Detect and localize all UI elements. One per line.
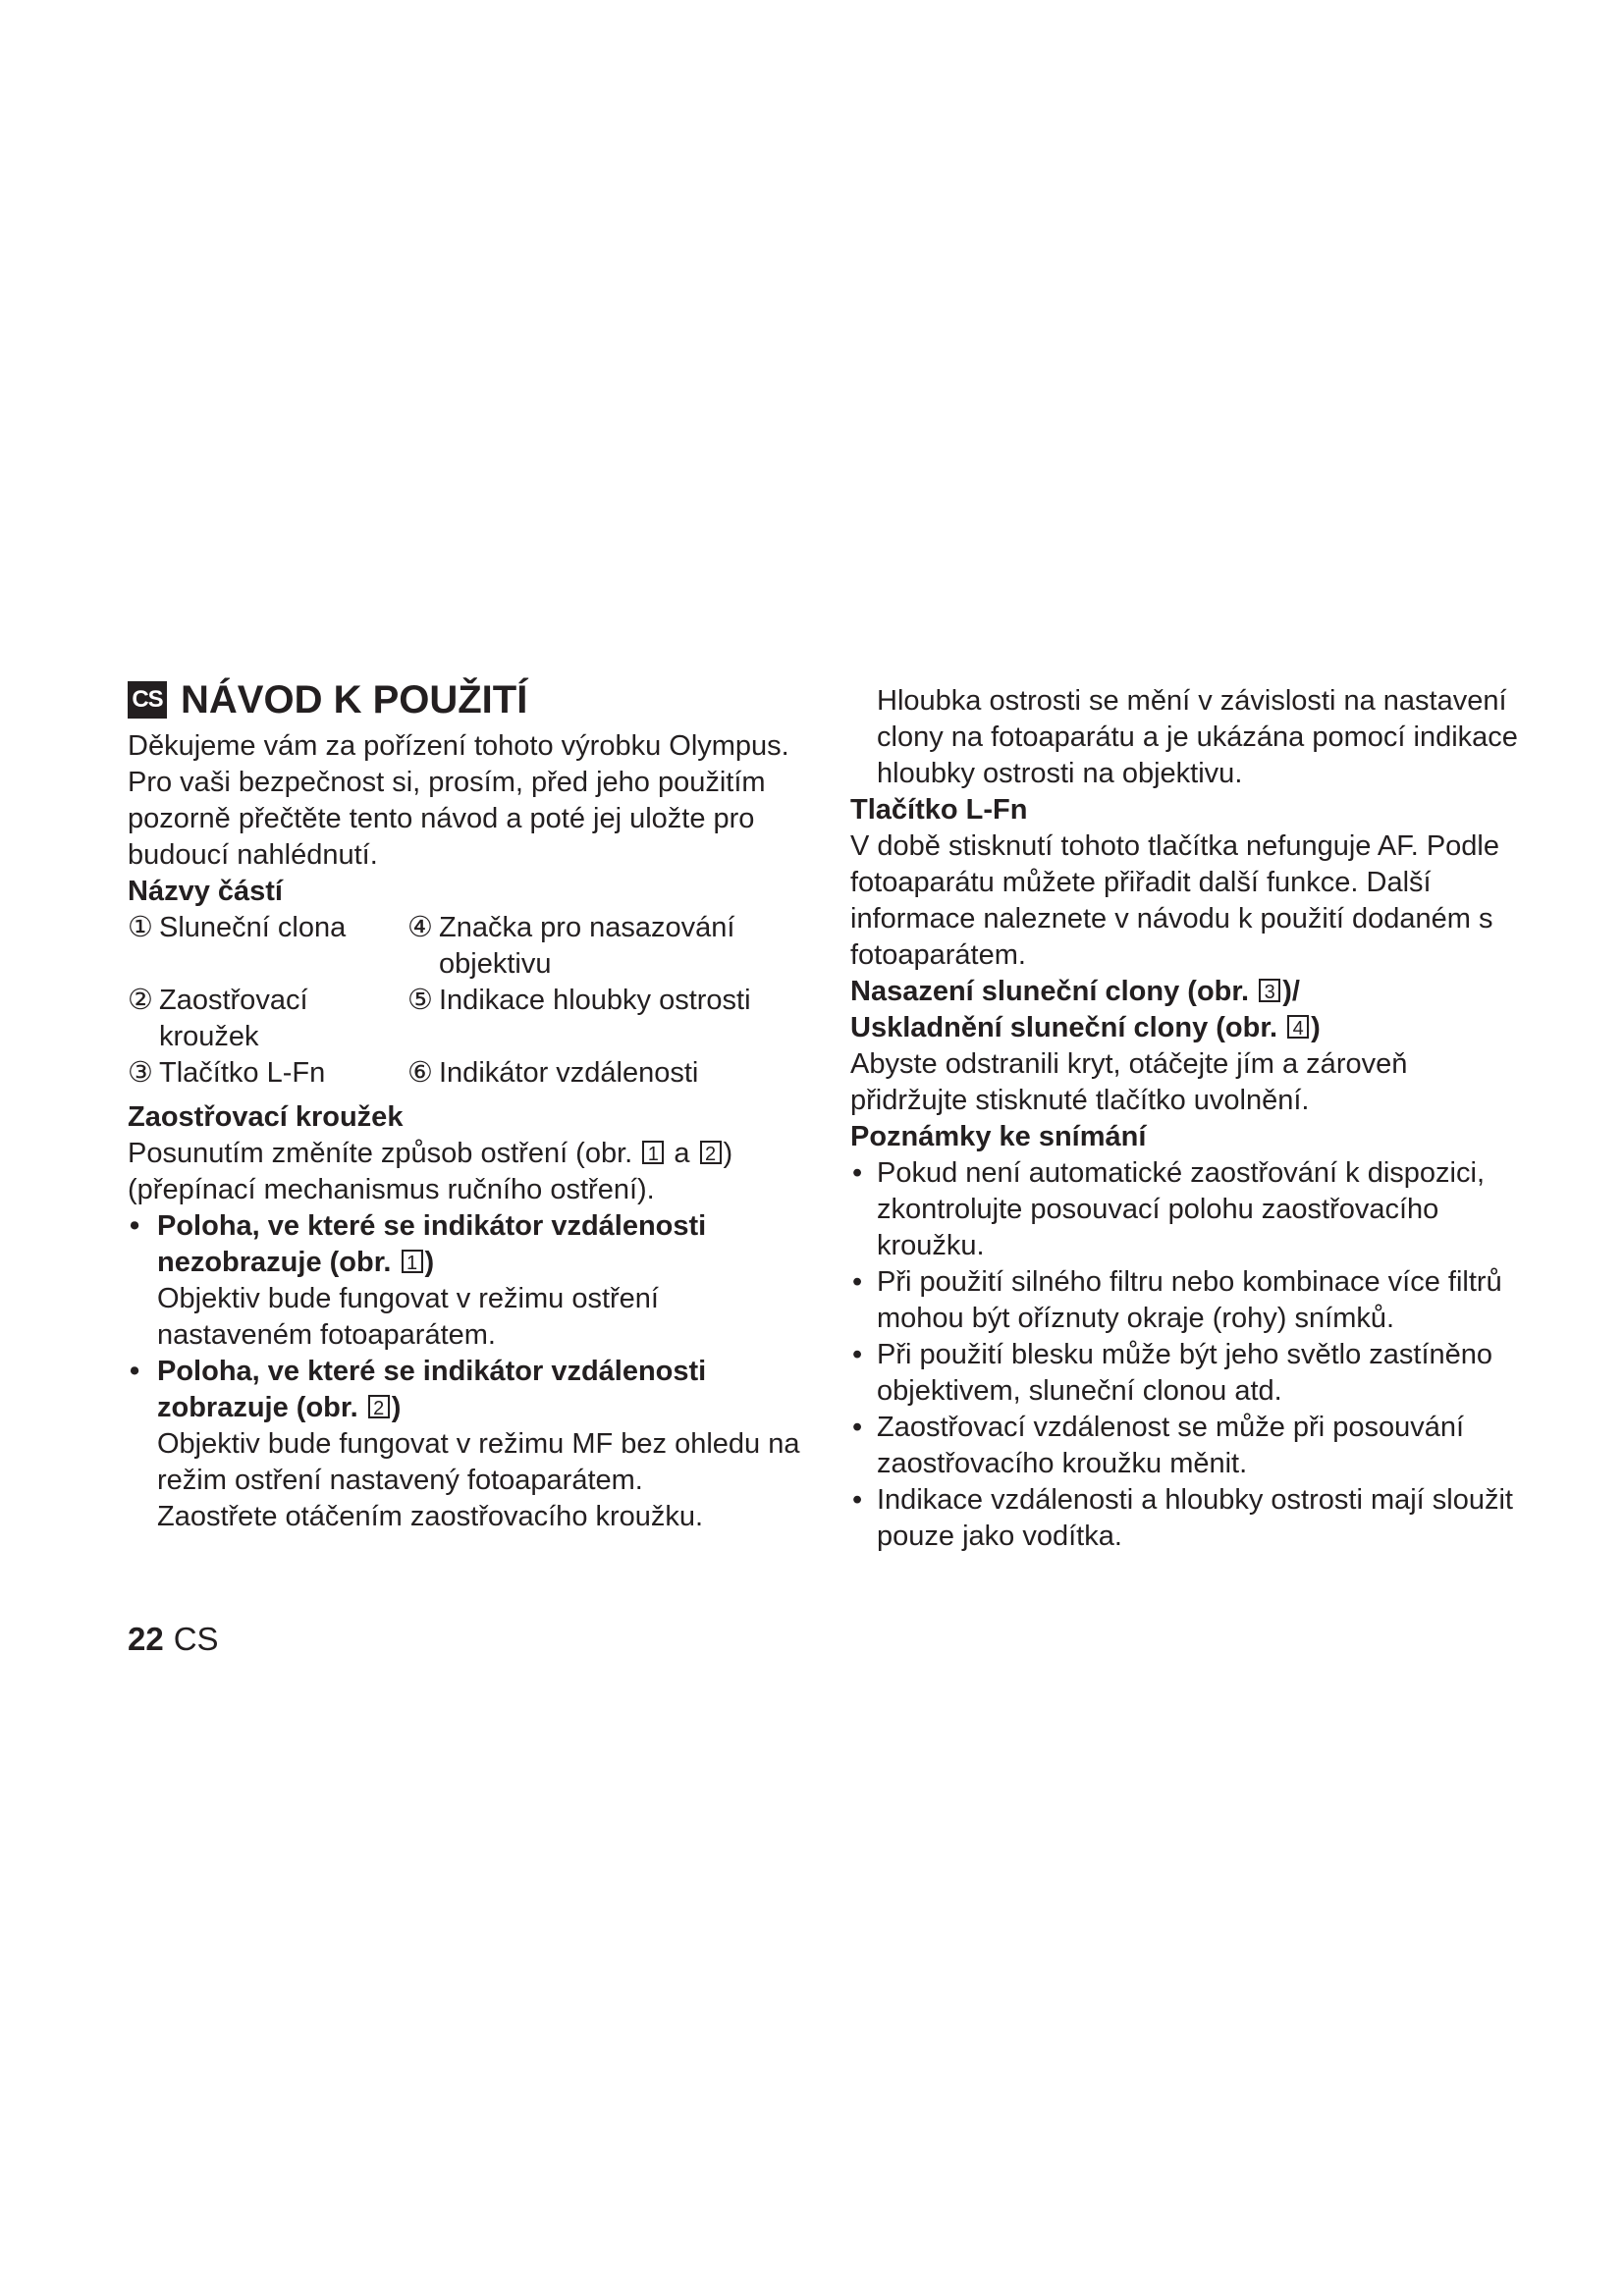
list-item — [128, 1208, 805, 1354]
part-number: ③ — [128, 1057, 153, 1089]
bullet-body: Objektiv bude fungovat v režimu MF bez ohledu na režim ostření nastavený fotoaparátem. — [157, 1428, 800, 1496]
list-item: • Zaostřovací vzdálenost se může při posouvání zaostřovacího kroužku měnit. — [850, 1410, 1518, 1482]
hood-heading-storage: Uskladnění sluneční clony (obr. 4 ) — [850, 1012, 1321, 1043]
page-number: 22 — [128, 1621, 164, 1657]
notes-heading: Poznámky ke snímání — [850, 1121, 1147, 1152]
page-title — [128, 677, 805, 722]
lfn-heading: Tlačítko L-Fn — [850, 794, 1028, 826]
parts-list — [128, 910, 805, 1092]
hood-paragraph: Abyste odstranili kryt, otáčejte jím a zároveň přidržujte stisknuté tlačítko uvolnění. — [850, 1048, 1408, 1116]
part-item — [407, 910, 805, 983]
part-number: ⑥ — [407, 1057, 433, 1089]
figure-ref-box: 1 — [402, 1250, 423, 1273]
intro-paragraph: Děkujeme vám za pořízení tohoto výrobku Olympus. Pro vaši bezpečnost si, prosím, před jeho použitím pozorně přečtěte tento návod a poté jej uložte pro budoucí nahlédnutí. — [128, 730, 789, 871]
figure-ref-box: 2 — [700, 1141, 722, 1164]
part-label: Indikace hloubky ostrosti — [439, 985, 751, 1016]
focus-ring-heading: Zaostřovací kroužek — [128, 1101, 404, 1133]
figure-ref-box: 1 — [642, 1141, 664, 1164]
right-column — [850, 683, 1518, 1555]
left-column — [128, 677, 805, 1535]
page-footer — [128, 1621, 219, 1658]
part-number: ② — [128, 985, 153, 1016]
list-item: • Pokud není automatické zaostřování k dispozici, zkontrolujte posouvací polohu zaostřovacího kroužku. — [850, 1155, 1518, 1264]
footer-language: CS — [173, 1621, 219, 1657]
bullet-heading: • Poloha, ve které se indikátor vzdálenosti zobrazuje (obr. 2 ) — [157, 1356, 707, 1423]
figure-ref-box: 2 — [368, 1395, 390, 1418]
part-label: Indikátor vzdálenosti — [439, 1057, 699, 1089]
part-item — [128, 910, 407, 983]
bullet-heading: • Poloha, ve které se indikátor vzdálenosti nezobrazuje (obr. 1 ) — [157, 1210, 707, 1278]
focus-ring-paragraph: Posunutím změníte způsob ostření (obr. 1 a 2 ) (přepínací mechanismus ručního ostření). — [128, 1138, 733, 1205]
part-item — [128, 1055, 407, 1092]
parts-heading: Názvy částí — [128, 876, 283, 907]
focus-ring-bullets — [128, 1208, 805, 1535]
depth-of-field-paragraph: Hloubka ostrosti se mění v závislosti na nastavení clony na fotoaparátu a je ukázána pomocí indikace hloubky ostrosti na objektivu. — [877, 685, 1518, 789]
part-label: Zaostřovací kroužek — [159, 985, 308, 1052]
part-label: Sluneční clona — [159, 912, 347, 943]
list-item: • Při použití silného filtru nebo kombinace více filtrů mohou být oříznuty okraje (rohy) snímků. — [850, 1264, 1518, 1337]
title-text: NÁVOD K POUŽITÍ — [181, 678, 528, 721]
part-item — [407, 983, 805, 1055]
list-item — [128, 1354, 805, 1535]
notes-list — [850, 1155, 1518, 1555]
list-item: • Indikace vzdálenosti a hloubky ostrosti mají sloužit pouze jako vodítka. — [850, 1482, 1518, 1555]
figure-ref-box: 3 — [1259, 979, 1280, 1002]
list-item: • Při použití blesku může být jeho světlo zastíněno objektivem, sluneční clonou atd. — [850, 1337, 1518, 1410]
part-number: ⑤ — [407, 985, 433, 1016]
part-label: Značka pro nasazování objektivu — [439, 912, 735, 980]
part-item — [407, 1055, 805, 1092]
figure-ref-box: 4 — [1287, 1015, 1309, 1039]
bullet-body: Objektiv bude fungovat v režimu ostření nastaveném fotoaparátem. — [157, 1283, 659, 1351]
part-item — [128, 983, 407, 1055]
part-label: Tlačítko L-Fn — [159, 1057, 326, 1089]
hood-heading-attach: Nasazení sluneční clony (obr. 3 )/ — [850, 976, 1300, 1007]
lfn-paragraph: V době stisknutí tohoto tlačítka nefunguje AF. Podle fotoaparátu můžete přiřadit další funkce. Další informace naleznete v návodu k použití dodaném s fotoaparátem. — [850, 830, 1499, 971]
part-number: ① — [128, 912, 153, 943]
bullet-body: Zaostřete otáčením zaostřovacího kroužku. — [157, 1501, 704, 1532]
language-badge: CS — [128, 681, 167, 719]
part-number: ④ — [407, 912, 433, 943]
